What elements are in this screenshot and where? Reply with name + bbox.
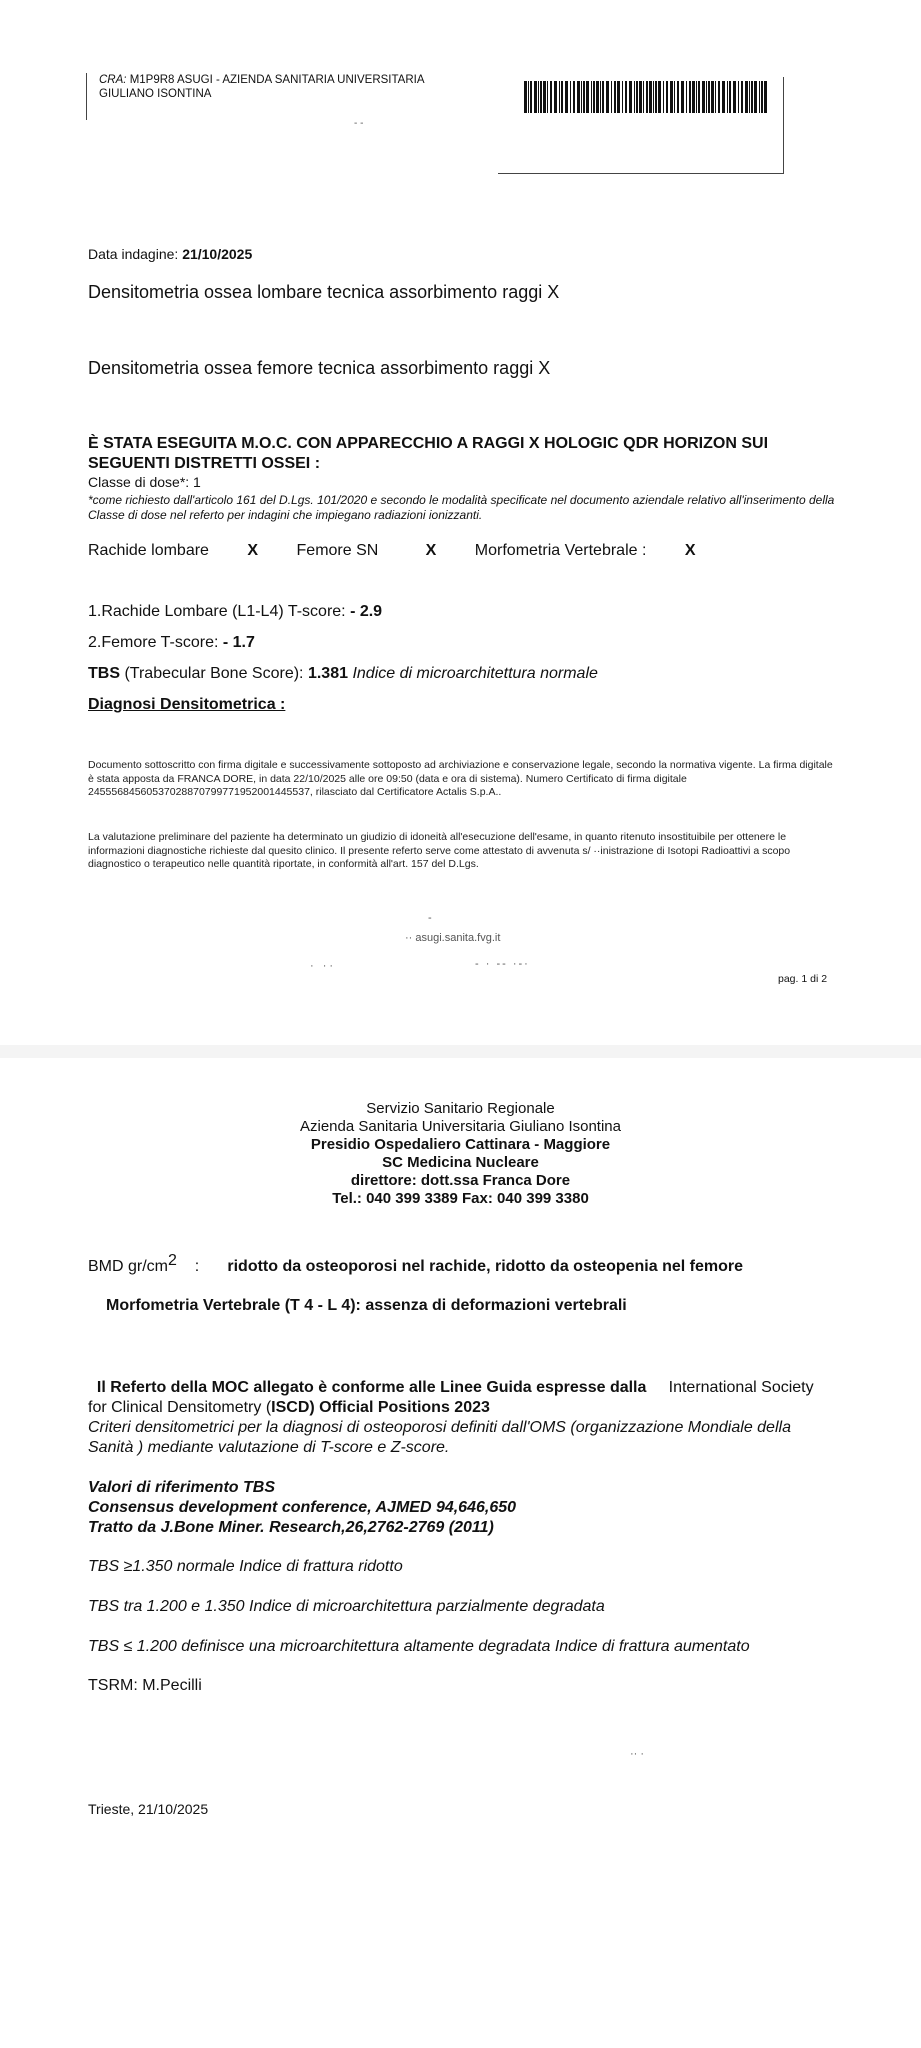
- morfometria-result: Morfometria Vertebrale (T 4 - L 4): assenza di deformazioni vertebrali: [106, 1297, 627, 1314]
- report-page-2: [0, 1058, 921, 2048]
- barcode-bar: [593, 81, 595, 113]
- report-page-1: CRA: M1P9R8 ASUGI - AZIENDA SANITARIA UNIVERSITARIA GIULIANO ISONTINA - - Data indagine: 21/10/2025 Densitometria ossea lombare tecnica assorbimento raggi X Densitometria ossea femore tecnica assorbimento raggi X È STATA ESEGUITA M.O.C. CON APPARECCHIO A RAGGI X HOLOGIC QDR HORIZON SUI SEGUENTI DISTRETTI OSSEI : Classe di dose*: 1 *come richiesto dall'articolo 161 del D.Lgs. 101/2020 e secondo le modalità specificate nel documento aziendale relativo all'inserimento della Classe di dose nel referto per indagini che impiegano radiazioni ionizzanti. Rachide lombare X Femore SN X Morfometria Vertebrale : X 1.Rachide Lombare (L1-L4) T-score: - 2.9 2.Femore T-score: - 1.7 TBS (Trabecular Bone Score): 1.381 Indice di microarchitettura normale Diagnosi Densitometrica : Documento sottoscritto con firma digitale e successivamente sottoposto ad archiviazione e conservazione legale, secondo la normativa vigente. La firma digitale è stata apposta da FRANCA DORE, in data 22/10/2025 alle ore 09:50 (data e ora di sistema). Numero Certificato di firma digitale 245556845605370288707997719520014455​37, rilasciato dal Certificatore Actalis S.p.A.. La valutazione preliminare del paziente ha determinato un giudizio di idoneità all'esecuzione dell'esame, in quanto ritenuto insostituibile per ottenere le informazioni diagnostiche richieste dal quesito clinico. Il presente referto serve come attestato di avvenuta s/ ··inistrazione di Isotopi Radioattivi a scopo diagnostico o terapeutico nelle quantità riportate, in conformità all'art. 157 del D.Lgs. - ·· asugi.sanita.fvg.it · ·· - · -- ·-· pag. 1 di 2: [0, 0, 921, 1045]
- barcode-bar: [706, 81, 707, 113]
- exam-date-label: Data indagine:: [88, 246, 179, 262]
- barcode-bar: [547, 81, 548, 113]
- barcode-bar: [727, 81, 728, 113]
- bmd-text: ridotto da osteoporosi nel rachide, ridotto da osteopenia nel femore: [227, 1258, 743, 1275]
- barcode-bar: [702, 81, 705, 113]
- result-lumbar: 1.Rachide Lombare (L1-L4) T-score: - 2.9: [88, 603, 383, 620]
- barcode-bar: [715, 81, 716, 113]
- barcode-bar: [666, 81, 668, 113]
- dose-note: *come richiesto dall'articolo 161 del D.Lgs. 101/2020 e secondo le modalità specificate nel documento aziendale relativo all'inserimento della Classe di dose nel referto per indagini che impiegano radiazioni ionizzanti.: [88, 493, 835, 522]
- barcode-bar: [749, 81, 750, 113]
- barcode-bar: [591, 81, 592, 113]
- barcode-box: [498, 77, 784, 174]
- barcode-bar: [600, 81, 601, 113]
- barcode-bar: [711, 81, 714, 113]
- exam-date: [88, 246, 252, 262]
- result-tbs-value: 1.381: [307, 665, 348, 682]
- barcode-bar: [698, 81, 700, 113]
- tbs-references: Valori di riferimento TBS Consensus development conference, AJMED 94,646,650 Tratto da J.Bone Miner. Research,26,2762-2769 (2011): [88, 1479, 517, 1536]
- barcode-icon: [524, 81, 767, 113]
- barcode-bar: [754, 81, 757, 113]
- barcode-bar: [629, 81, 632, 113]
- digital-signature-note: Documento sottoscritto con firma digitale e successivamente sottoposto ad archiviazione e conservazione legale, secondo la normativa vigente. La firma digitale è stata apposta da FRANCA DORE, in data 22/10/2025 alle ore 09:50 (data e ora di sistema). Numero Certificato di firma digitale 245556845605370288707997719520014455​37, rilasciato dal Certificatore Actalis S.p.A..: [88, 759, 833, 798]
- barcode-bar: [561, 81, 563, 113]
- header-line: Tel.: 040 399 3389 Fax: 040 399 3380: [332, 1190, 589, 1207]
- barcode-bar: [586, 81, 589, 113]
- barcode-bar: [543, 81, 546, 113]
- barcode-bar: [559, 81, 560, 113]
- barcode-bar: [670, 81, 673, 113]
- cra-label: [86, 73, 479, 120]
- barcode-bar: [649, 81, 652, 113]
- header-line: Servizio Sanitario Regionale: [366, 1100, 555, 1117]
- footer-site: ·· asugi.sanita.fvg.it: [405, 932, 501, 944]
- barcode-bar: [761, 81, 763, 113]
- barcode-bar: [674, 81, 675, 113]
- barcode-bar: [658, 81, 661, 113]
- tbs-range-degraded: TBS ≤ 1.200 definisce una microarchitettura altamente degradata Indice di frattura aumentato: [88, 1638, 750, 1655]
- barcode-bar: [540, 81, 542, 113]
- barcode-bar: [722, 81, 725, 113]
- barcode-bar: [581, 81, 582, 113]
- barcode-bar: [625, 81, 627, 113]
- barcode-bar: [636, 81, 638, 113]
- diagnosis-heading: Diagnosi Densitometrica :: [88, 696, 286, 713]
- result-tbs: TBS (Trabecular Bone Score): 1.381 Indice di microarchitettura normale: [88, 665, 598, 682]
- barcode-bar: [751, 81, 753, 113]
- barcode-bar: [534, 81, 537, 113]
- exam-femur: Densitometria ossea femore tecnica assorbimento raggi X: [88, 358, 551, 378]
- place-date: Trieste, 21/10/2025: [88, 1801, 209, 1817]
- barcode-bar: [718, 81, 720, 113]
- barcode-bar: [528, 81, 529, 113]
- barcode-bar: [729, 81, 731, 113]
- barcode-bar: [570, 81, 571, 113]
- barcode-bar: [745, 81, 748, 113]
- barcode-bar: [611, 81, 612, 113]
- barcode-bar: [617, 81, 620, 113]
- dose-class: Classe di dose*: 1: [88, 474, 201, 490]
- barcode-bar: [596, 81, 599, 113]
- cra-prefix: CRA:: [99, 74, 127, 86]
- procedure-heading: È STATA ESEGUITA M.O.C. CON APPARECCHIO A RAGGI X HOLOGIC QDR HORIZON SUI SEGUENTI DISTRETTI OSSEI :: [88, 435, 769, 472]
- barcode-bar: [643, 81, 644, 113]
- barcode-bar: [733, 81, 736, 113]
- exam-lumbar: Densitometria ossea lombare tecnica assorbimento raggi X: [88, 282, 560, 302]
- header-line: direttore: dott.ssa Franca Dore: [350, 1172, 571, 1189]
- barcode-bar: [653, 81, 654, 113]
- barcode-bar: [573, 81, 575, 113]
- district-lumbar: Rachide lombare X: [88, 542, 259, 559]
- barcode-bar: [677, 81, 679, 113]
- result-tbs-interpretation: Indice di microarchitettura normale: [352, 665, 598, 682]
- result-femur: 2.Femore T-score: - 1.7: [88, 634, 255, 651]
- barcode-bar: [681, 81, 684, 113]
- barcode-bar: [565, 81, 568, 113]
- barcode-bar: [764, 81, 767, 113]
- barcode-bar: [577, 81, 580, 113]
- barcode-bar: [663, 81, 664, 113]
- barcode-bar: [602, 81, 604, 113]
- barcode-bar: [741, 81, 743, 113]
- barcode-bar: [550, 81, 552, 113]
- institution-header: [0, 1100, 921, 1208]
- guidelines-paragraph: Il Referto della MOC allegato è conforme alle Linee Guida espresse dalla International Society for Clinical Densitometry (ISCD) Official Positions 2023 Criteri densitometrici per la diagnosi di osteoporosi definiti dall'OMS (organizzazione Mondiale della Sanità ) mediante valutazione di T-score e Z-score.: [88, 1379, 814, 1456]
- barcode-bar: [524, 81, 527, 113]
- exam-date-value: 21/10/2025: [182, 246, 253, 262]
- barcode-bar: [655, 81, 657, 113]
- header-line: Azienda Sanitaria Universitaria Giuliano Isontina: [299, 1118, 621, 1135]
- header-line: SC Medicina Nucleare: [382, 1154, 539, 1171]
- barcode-bar: [530, 81, 532, 113]
- barcode-bar: [696, 81, 697, 113]
- district-morfometria: Morfometria Vertebrale : X: [474, 542, 696, 559]
- barcode-bar: [538, 81, 539, 113]
- barcode-bar: [759, 81, 760, 113]
- barcode-bar: [622, 81, 623, 113]
- barcode-bar: [686, 81, 687, 113]
- tbs-range-partial: TBS tra 1.200 e 1.350 Indice di microarchitettura parzialmente degradata: [88, 1598, 605, 1615]
- barcode-bar: [639, 81, 642, 113]
- bmd-result: BMD $gr/cm^2$ : ridotto da osteoporosi nel rachide, ridotto da osteopenia nel femore: [88, 1252, 743, 1275]
- page-number: pag. 1 di 2: [778, 973, 828, 985]
- decor-dash: - -: [354, 118, 364, 129]
- cra-text: M1P9R8 ASUGI - AZIENDA SANITARIA UNIVERSITARIA GIULIANO ISONTINA: [99, 74, 424, 100]
- header-line: Presidio Ospedaliero Cattinara - Maggiore: [310, 1136, 611, 1153]
- barcode-bar: [614, 81, 616, 113]
- barcode-bar: [606, 81, 609, 113]
- barcode-bar: [692, 81, 695, 113]
- result-femur-value: - 1.7: [222, 634, 255, 651]
- districts-list: [88, 542, 730, 560]
- tbs-range-normal: TBS ≥1.350 normale Indice di frattura ridotto: [88, 1558, 403, 1575]
- evaluation-note: La valutazione preliminare del paziente ha determinato un giudizio di idoneità all'esecuzione dell'esame, in quanto ritenuto insostituibile per ottenere le informazioni diagnostiche richieste dal quesito clinico. Il presente referto serve come attestato di avvenuta s/ ··inistrazione di Isotopi Radioattivi a scopo diagnostico o terapeutico nelle quantità riportate, in conformità all'art. 157 del D.Lgs.: [88, 831, 791, 870]
- barcode-bar: [554, 81, 557, 113]
- barcode-bar: [689, 81, 691, 113]
- tsrm-operator: TSRM: M.Pecilli: [88, 1677, 202, 1694]
- barcode-bar: [646, 81, 648, 113]
- barcode-bar: [708, 81, 710, 113]
- result-lumbar-value: - 2.9: [350, 603, 383, 620]
- barcode-bar: [583, 81, 585, 113]
- barcode-bar: [738, 81, 739, 113]
- district-femur: Femore SN X: [296, 542, 437, 559]
- barcode-bar: [634, 81, 635, 113]
